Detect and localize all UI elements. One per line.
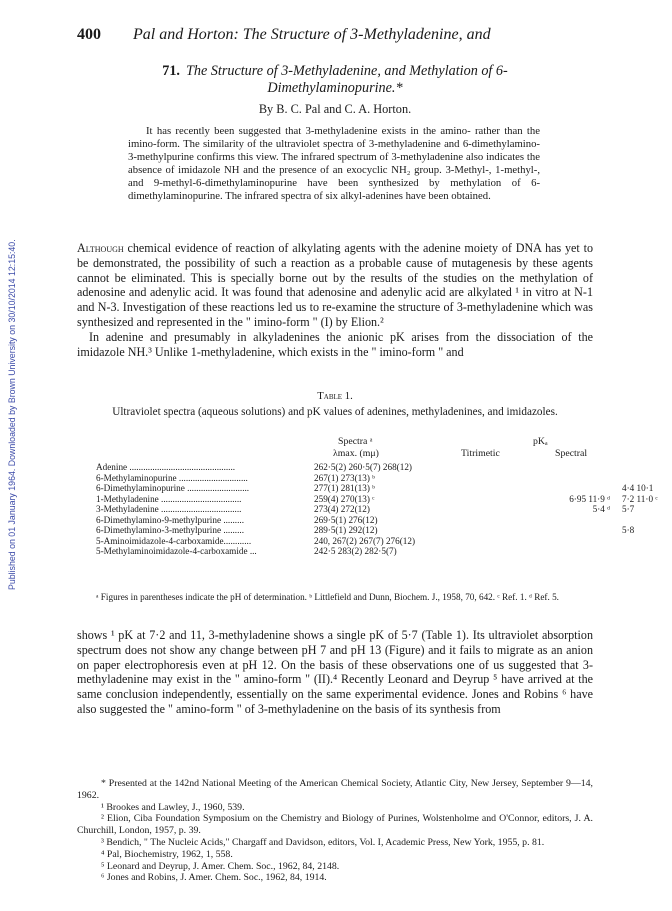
table-head-lambda: λmax. (mμ) <box>333 448 379 459</box>
article-authors: By B. C. Pal and C. A. Horton. <box>258 102 412 116</box>
cell-compound: 5-Methylaminoimidazole-4-carboxamide ... <box>96 546 257 556</box>
cell-spectra: 273(4) 272(12) <box>314 504 370 514</box>
cell-spectra: 259(4) 270(13) ᶜ <box>314 493 375 504</box>
table-head-pk: pKₐ <box>533 436 548 447</box>
body-text-bottom: shows ¹ pK at 7·2 and 11, 3-methyladenine shows a single pK of 5·7 (Table 1). Its ultraviolet absorption spectrum does not show any change between pH 7 and pH 13 (Figure) and it fails to migrate as an anion on paper electrophoresis even at pH 12. On the basis of these observations one of us suggested that 3-methyladenine may exist in the " amino-form " (II).⁴ Recently Leonard and Deyrup ⁵ have arrived at the same conclusion independently, essentially on the same experimental evidence. Jones and Robins ⁶ have also suggested the " amino-form " of 3-methyladenine on the basis of its synthesis from <box>77 628 593 716</box>
footnote: ⁵ Leonard and Deyrup, J. Amer. Chem. Soc., 1962, 84, 2148. <box>101 860 340 872</box>
footnotes <box>77 778 593 884</box>
cell-spectra: 267(1) 273(13) ᵇ <box>314 472 376 483</box>
cell-spectra: 289·5(1) 292(12) <box>314 525 378 535</box>
cell-spectral: 7·2 11·0 ᶜ <box>622 493 658 504</box>
cell-titrimetic: 6·95 11·9 ᵈ <box>569 493 610 504</box>
footnote: ⁶ Jones and Robins, J. Amer. Chem. Soc., 1962, 84, 1914. <box>101 872 327 884</box>
cell-compound: 5-Aminoimidazole-4-carboxamide............ <box>96 535 252 546</box>
cell-compound: 6-Dimethylamino-9-methylpurine ......... <box>96 514 244 525</box>
table-head-spectral: Spectral <box>555 448 588 459</box>
cell-compound: 6-Dimethylamino-3-methylpurine ......... <box>96 525 244 535</box>
cell-spectral: 4·4 10·1 <box>622 483 654 493</box>
page-number: 400 <box>77 26 101 43</box>
paragraph-2: In adenine and presumably in alkyladenines the anionic pK arises from the dissociation of the imidazole NH.³ Unlike 1-methyladenine, which exists in the " imino-form " and <box>77 329 593 359</box>
footnote: * Presented at the 142nd National Meeting of the American Chemical Society, Atlantic City, New Jersey, September 9—14, 1962. <box>77 778 593 801</box>
footnote: ² Elion, Ciba Foundation Symposium on the Chemistry and Biology of Purines, Wolstenholme and O'Connor, editors, J. A. Churchill, London, 1957, p. 39. <box>77 813 593 837</box>
footnote: ⁴ Pal, Biochemistry, 1962, 1, 558. <box>101 848 233 860</box>
footnote: ¹ Brookes and Lawley, J., 1960, 539. <box>101 801 245 813</box>
footnote: ³ Bendich, " The Nucleic Acids," Chargaff and Davidson, editors, Vol. I, Academic Press, New York, 1955, p. 81. <box>101 836 545 848</box>
table-head-spectra: Spectra ᵃ <box>338 436 373 447</box>
table-footnote: ᵃ Figures in parentheses indicate the pH of determination. ᵇ Littlefield and Dunn, Biochem. J., 1958, 70, 642. ᶜ Ref. 1. ᵈ Ref. 5. <box>96 592 559 602</box>
article-title-block <box>100 63 570 97</box>
cell-spectral: 5·8 <box>622 525 635 535</box>
cell-spectra: 262·5(2) 260·5(7) 268(12) <box>314 462 412 472</box>
cell-compound: 1-Methyladenine ................................... <box>96 493 242 504</box>
download-watermark: Published on 01 January 1964. Downloaded by Brown University on 30/10/2014 12:15:40. <box>7 239 17 590</box>
table-head-titrimetic: Titrimetic <box>461 448 500 459</box>
cell-spectra: 242·5 283(2) 282·5(7) <box>314 546 397 556</box>
cell-titrimetic: 5·4 ᵈ <box>592 504 610 514</box>
cell-spectra: 240, 267(2) 267(7) 276(12) <box>314 535 416 546</box>
table-caption: Table 1. <box>317 390 353 402</box>
table-description: Ultraviolet spectra (aqueous solutions) and pK values of adenines, methyladenines, and imidazoles. <box>112 406 558 418</box>
body-text-top <box>77 241 593 359</box>
paragraph-1 <box>77 241 593 330</box>
article-number: 71. <box>162 63 180 79</box>
cell-compound: Adenine .............................................. <box>96 462 236 472</box>
cell-spectra: 269·5(1) 276(12) <box>314 514 378 525</box>
running-title: Pal and Horton: The Structure of 3-Methyladenine, and <box>133 26 491 43</box>
drop-word: Although <box>77 241 124 255</box>
cell-spectral: 5·7 <box>622 504 635 514</box>
running-header <box>77 26 595 46</box>
paragraph-1-text: chemical evidence of reaction of alkylating agents with the adenine moiety of DNA has yet to be demonstrated, the possibility of such a reaction as a probable cause of mutagenesis by these agents cannot be eliminated. This is specially borne out by the results of the studies on the methylation of adenosine and adenylic acid. It was found that adenosine and adenylic acid are alkylated ¹ in vitro at N-1 and N-3. Investigation of these reactions led us to re-examine the structure of 3-methyladenine which was synthesized and represented in the " imino-form " (I) by Elion.² <box>77 241 593 329</box>
cell-compound: 6-Dimethylaminopurine ........................... <box>96 483 250 493</box>
article-title: The Structure of 3-Methyladenine, and Methylation of 6-Dimethylaminopurine.* <box>185 63 508 96</box>
cell-compound: 6-Methylaminopurine .............................. <box>96 472 248 483</box>
cell-compound: 3-Methyladenine ................................... <box>96 504 242 514</box>
cell-spectra: 277(1) 281(13) ᵇ <box>314 483 376 493</box>
abstract: It has recently been suggested that 3-methyladenine exists in the amino- rather than the imino-form. The similarity of the ultraviolet spectra of 3-methyladenine and 6-dimethylamino-3-methylpurine confirms this view. The infrared spectrum of 3-methyladenine also indicates the absence of imidazole NH and the presence of an exocyclic NH₂ group. 3-Methyl-, 1-methyl-, and 9-methyl-6-dimethylaminopurine have been synthesized by methylation of 6-dimethylaminopurine. The infrared spectra of six alkyl-adenines have been obtained. <box>128 125 540 203</box>
